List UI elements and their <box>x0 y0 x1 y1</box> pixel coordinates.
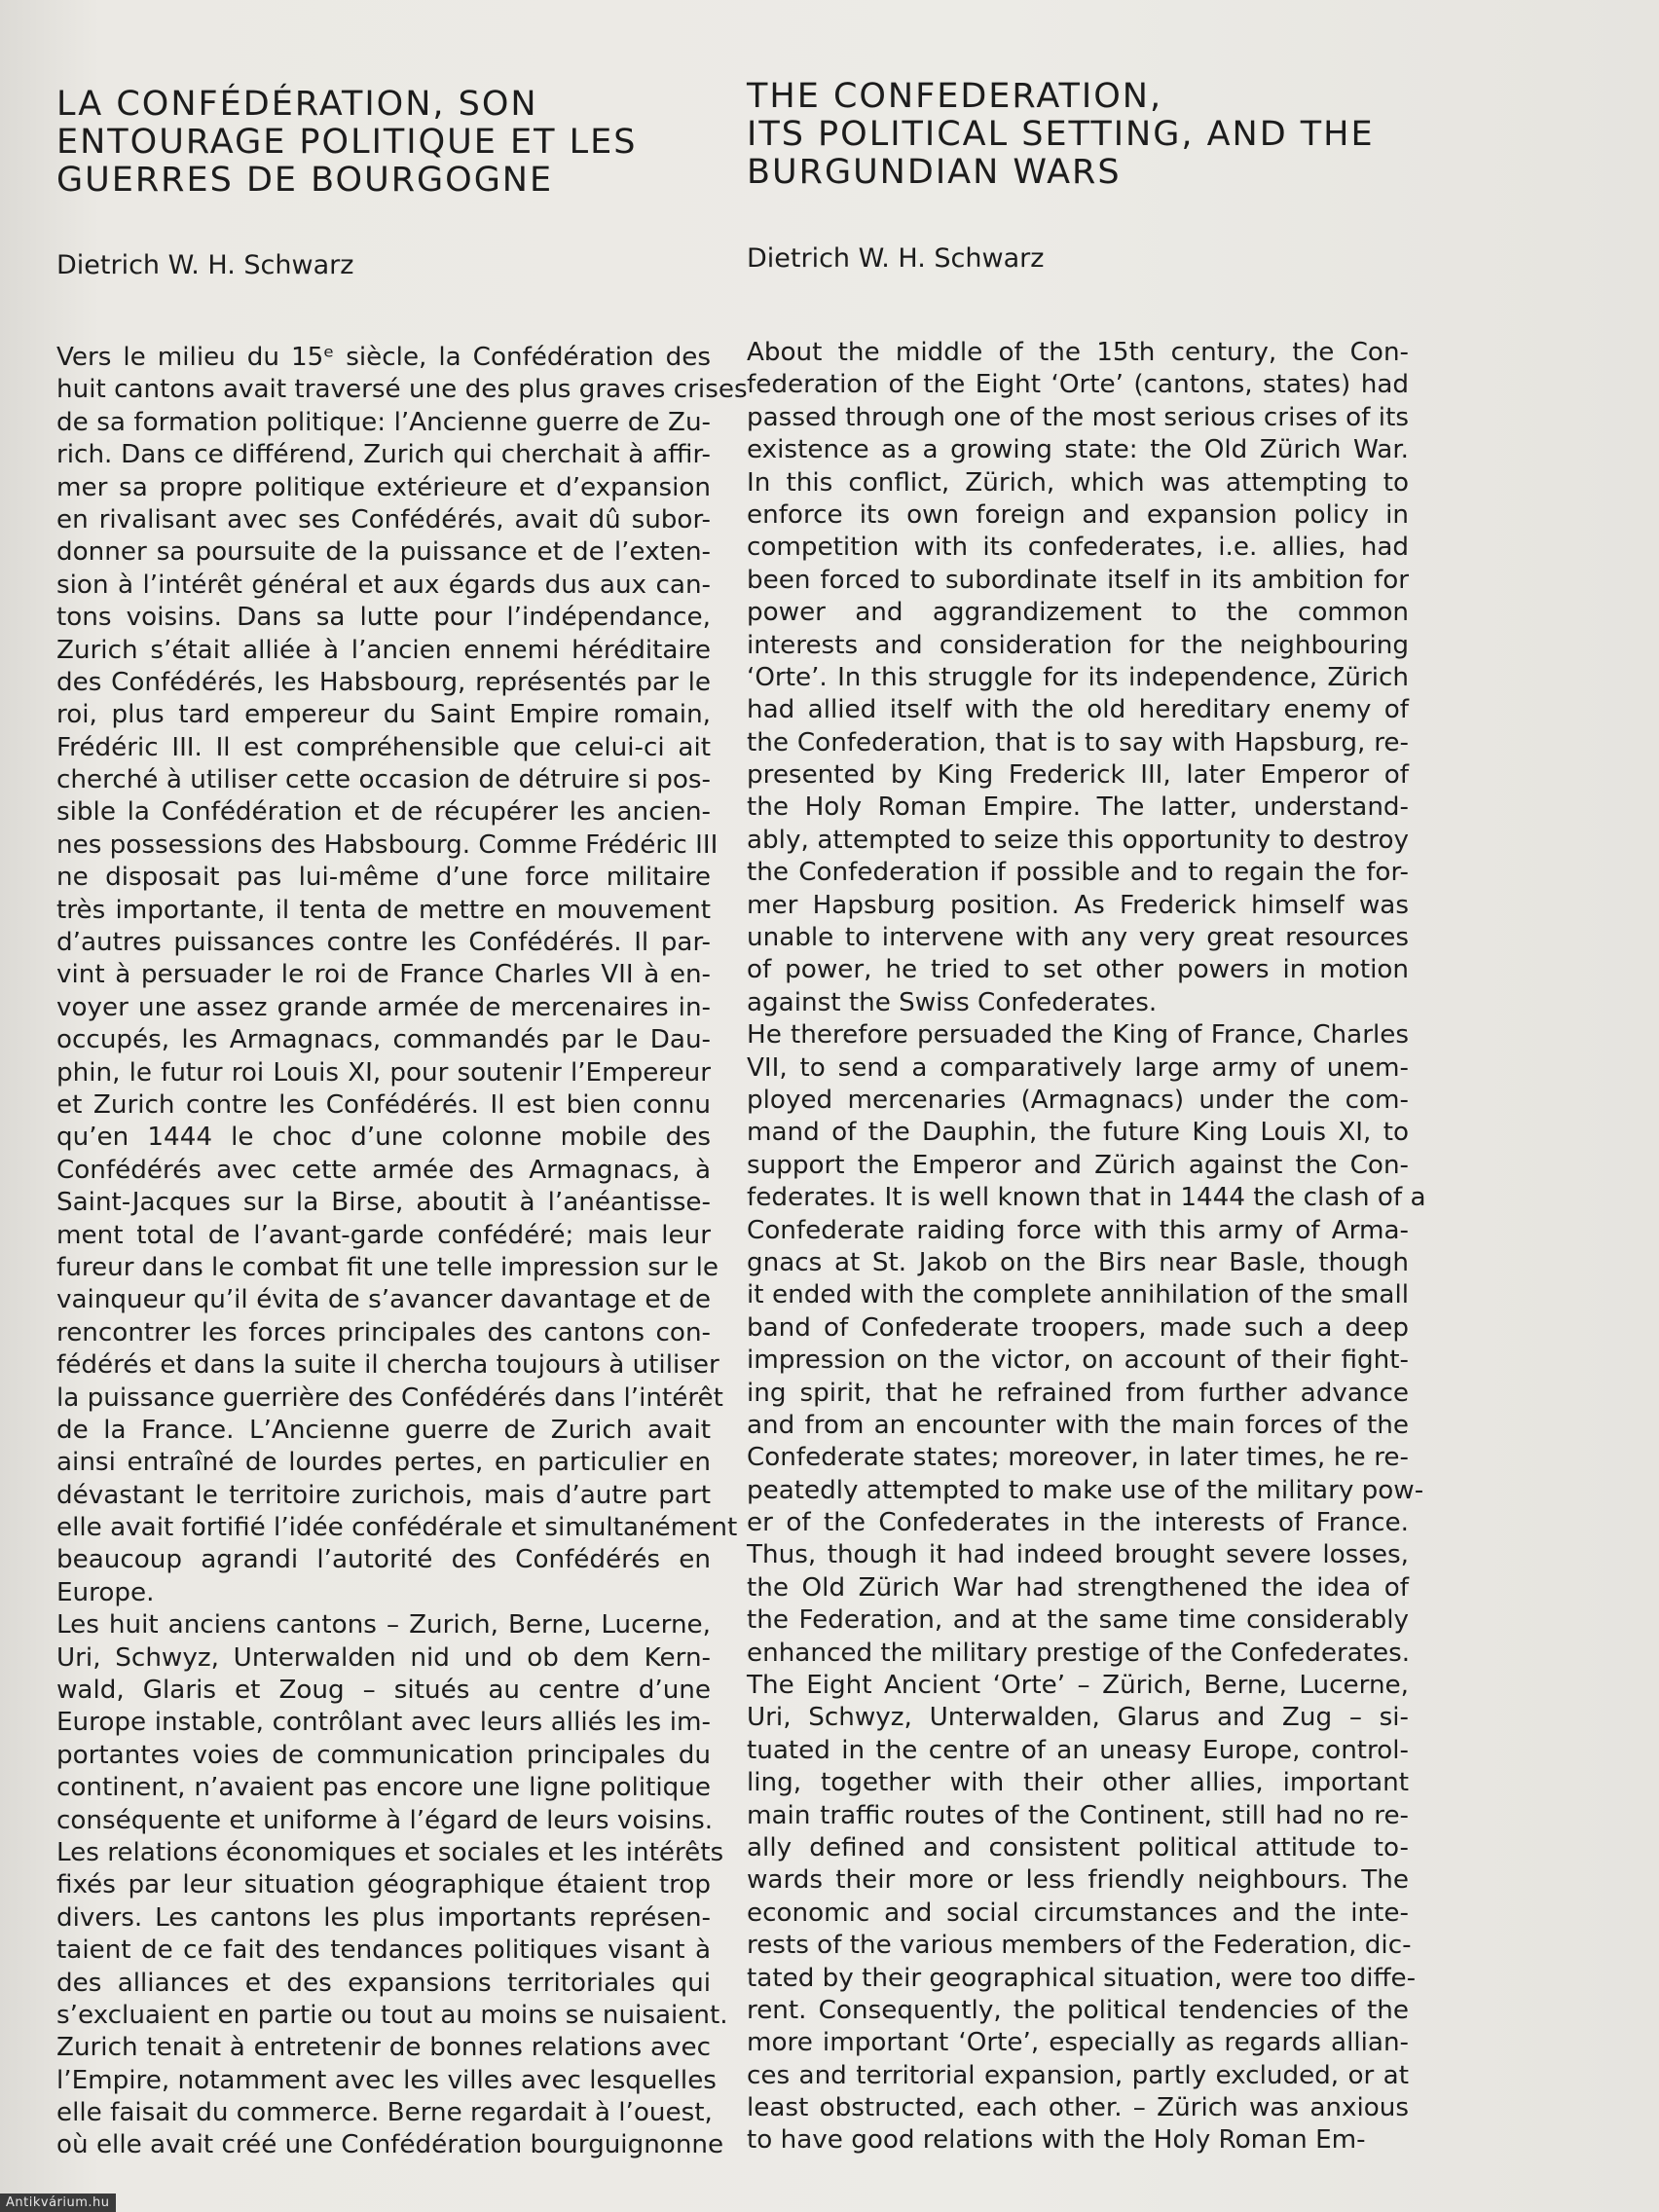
english-text-line: wards their more or less friendly neighbours. The <box>747 1865 1409 1896</box>
english-text-line: mer Hapsburg position. As Frederick himself was <box>747 890 1409 920</box>
french-text-line: conséquente et uniforme à l’égard de leurs voisins. <box>56 1805 714 1835</box>
french-text-line: fédérés et dans la suite il chercha toujours à utiliser <box>56 1350 719 1381</box>
french-text-line: nes possessions des Habsbourg. Comme Frédéric III <box>56 830 719 860</box>
french-text-line: Confédérés avec cette armée des Armagnacs, à <box>56 1155 711 1185</box>
french-text-line: la puissance guerrière des Confédérés dans l’intérêt <box>56 1382 723 1413</box>
french-text-line: taient de ce fait des tendances politiques visant à <box>56 1936 711 1966</box>
english-text-line: band of Confederate troopers, made such a deep <box>747 1312 1409 1343</box>
english-text-line: Confederate raiding force with this army of Arma- <box>747 1215 1409 1245</box>
french-text-line: sion à l’intérêt général et aux égards dus aux can- <box>56 570 711 600</box>
english-text-line: The Eight Ancient ‘Orte’ – Zürich, Berne, Lucerne, <box>747 1671 1409 1701</box>
french-text-line: Les huit anciens cantons – Zurich, Berne, Lucerne, <box>56 1610 711 1641</box>
english-text-line: ally defined and consistent political attitude to- <box>747 1832 1409 1862</box>
french-text-line: d’autres puissances contre les Confédérés. Il par- <box>56 928 711 958</box>
french-text-line: Vers le milieu du 15ᵉ siècle, la Confédération des <box>56 343 711 372</box>
english-text-line: He therefore persuaded the King of France, Charles <box>747 1020 1409 1051</box>
french-title <box>56 86 637 200</box>
french-body-text <box>56 342 748 2162</box>
english-text-line: main traffic routes of the Continent, still had no re- <box>747 1800 1409 1830</box>
english-text-line: ces and territorial expansion, partly excluded, or at <box>747 2060 1409 2090</box>
english-text-line: mand of the Dauphin, the future King Louis XI, to <box>747 1118 1409 1148</box>
english-text-line: unable to intervene with any very great resources <box>747 923 1409 953</box>
english-text-line: economic and social circumstances and the inte- <box>747 1898 1409 1928</box>
french-text-line: s’excluaient en partie ou tout au moins se nuisaient. <box>56 2000 728 2030</box>
english-text-line: the Confederation if possible and to regain the for- <box>747 858 1409 888</box>
english-text-line: power and aggrandizement to the common <box>747 598 1409 628</box>
french-text-line: dévastant le territoire zurichois, mais d’autre part <box>56 1480 711 1510</box>
english-text-line: against the Swiss Confederates. <box>747 987 1158 1017</box>
english-text-line: least obstructed, each other. – Zürich was anxious <box>747 2093 1409 2123</box>
english-text-line: federates. It is well known that in 1444 the clash of a <box>747 1183 1426 1213</box>
english-text-line: In this conflict, Zürich, which was attempting to <box>747 467 1409 498</box>
french-text-line: mer sa propre politique extérieure et d’expansion <box>56 472 711 502</box>
english-text-line: interests and consideration for the neighbouring <box>747 630 1409 660</box>
french-text-line: des Confédérés, les Habsbourg, représentés par le <box>56 667 711 697</box>
french-text-line: tons voisins. Dans sa lutte pour l’indépendance, <box>56 603 711 633</box>
english-text-line: VII, to send a comparatively large army of unem- <box>747 1052 1409 1083</box>
english-text-line: ‘Orte’. In this struggle for its independence, Zürich <box>747 662 1409 692</box>
english-title-line: THE CONFEDERATION, <box>747 77 1163 116</box>
french-text-line: wald, Glaris et Zoug – situés au centre d’une <box>56 1676 711 1706</box>
english-text-line: gnacs at St. Jakob on the Birs near Basle, though <box>747 1247 1409 1277</box>
french-text-line: vint à persuader le roi de France Charles VII à en- <box>56 960 711 990</box>
french-text-line: où elle avait créé une Confédération bourguignonne <box>56 2130 724 2160</box>
english-text-line: rests of the various members of the Federation, dic- <box>747 1931 1412 1961</box>
french-text-line: rich. Dans ce différend, Zurich qui cherchait à affir- <box>56 440 711 470</box>
english-text-line: the Confederation, that is to say with Hapsburg, re- <box>747 727 1409 757</box>
french-text-line: portantes voies de communication principales du <box>56 1740 711 1770</box>
french-title-line: GUERRES DE BOURGOGNE <box>56 161 554 200</box>
english-text-line: peatedly attempted to make use of the military pow- <box>747 1475 1424 1505</box>
french-text-line: Les relations économiques et sociales et les intérêts <box>56 1837 724 1867</box>
english-text-line: to have good relations with the Holy Roman Em- <box>747 2125 1366 2156</box>
english-text-line: ling, together with their other allies, important <box>747 1768 1409 1798</box>
english-text-line: and from an encounter with the main forces of the <box>747 1410 1409 1440</box>
french-text-line: qu’en 1444 le choc d’une colonne mobile des <box>56 1123 711 1153</box>
french-text-line: fureur dans le combat fit une telle impression sur le <box>56 1252 719 1282</box>
french-text-line: ainsi entraîné de lourdes pertes, en particulier en <box>56 1448 711 1478</box>
french-text-line: des alliances et des expansions territoriales qui <box>56 1968 711 1998</box>
french-text-line: Saint-Jacques sur la Birse, aboutit à l’anéantisse- <box>56 1188 711 1218</box>
english-text-line: competition with its confederates, i.e. allies, had <box>747 533 1409 563</box>
french-text-line: Zurich tenait à entretenir de bonnes relations avec <box>56 2033 711 2063</box>
english-text-line: Uri, Schwyz, Unterwalden, Glarus and Zug – si- <box>747 1703 1409 1733</box>
english-text-line: enforce its own foreign and expansion policy in <box>747 499 1409 530</box>
french-author: Dietrich W. H. Schwarz <box>56 250 354 280</box>
english-author: Dietrich W. H. Schwarz <box>747 243 1045 274</box>
french-text-line: très importante, il tenta de mettre en mouvement <box>56 895 711 925</box>
french-text-line: Frédéric III. Il est compréhensible que celui-ci ait <box>56 732 711 762</box>
french-text-line: cherché à utiliser cette occasion de détruire si pos- <box>56 765 711 795</box>
english-text-line: rent. Consequently, the political tendencies of the <box>747 1995 1409 2025</box>
french-text-line: occupés, les Armagnacs, commandés par le Dau- <box>56 1025 711 1055</box>
english-title-line: ITS POLITICAL SETTING, AND THE <box>747 115 1375 154</box>
french-text-line: vainqueur qu’il évita de s’avancer davantage et de <box>56 1285 711 1315</box>
french-text-line: fixés par leur situation géographique étaient trop <box>56 1870 711 1900</box>
english-text-line: federation of the Eight ‘Orte’ (cantons, states) had <box>747 370 1409 400</box>
english-text-line: enhanced the military prestige of the Confederates. <box>747 1638 1411 1668</box>
french-text-line: ne disposait pas lui-même d’une force militaire <box>56 863 711 893</box>
french-text-line: donner sa poursuite de la puissance et de l’exten- <box>56 537 711 568</box>
english-text-line: existence as a growing state: the Old Zürich War. <box>747 435 1409 465</box>
french-text-line: continent, n’avaient pas encore une ligne politique <box>56 1773 711 1803</box>
french-text-line: Europe instable, contrôlant avec leurs alliés les im- <box>56 1708 711 1738</box>
french-title-line: ENTOURAGE POLITIQUE ET LES <box>56 123 638 162</box>
english-text-line: the Holy Roman Empire. The latter, understand- <box>747 793 1409 823</box>
french-text-line: roi, plus tard empereur du Saint Empire romain, <box>56 700 711 730</box>
english-title-line: BURGUNDIAN WARS <box>747 153 1122 192</box>
french-text-line: phin, le futur roi Louis XI, pour soutenir l’Empereur <box>56 1057 711 1088</box>
english-text-line: About the middle of the 15th century, the Con- <box>747 338 1409 367</box>
french-text-line: voyer une assez grande armée de mercenaires in- <box>56 992 711 1022</box>
french-text-line: ment total de l’avant-garde confédéré; mais leur <box>56 1220 711 1250</box>
french-text-line: divers. Les cantons les plus importants représen- <box>56 1902 711 1933</box>
english-text-line: impression on the victor, on account of their fight- <box>747 1346 1409 1376</box>
english-text-line: been forced to subordinate itself in its ambition for <box>747 565 1409 595</box>
french-text-line: beaucoup agrandi l’autorité des Confédérés en <box>56 1545 711 1575</box>
english-text-line: more important ‘Orte’, especially as regards allian- <box>747 2028 1409 2058</box>
english-text-line: ing spirit, that he refrained from further advance <box>747 1378 1409 1408</box>
english-text-line: support the Emperor and Zürich against the Con- <box>747 1150 1409 1180</box>
english-text-line: presented by King Frederick III, later Emperor of <box>747 760 1409 791</box>
english-text-line: the Old Zürich War had strengthened the idea of <box>747 1572 1409 1603</box>
english-text-line: it ended with the complete annihilation of the small <box>747 1280 1409 1310</box>
french-text-line: de sa formation politique: l’Ancienne guerre de Zu- <box>56 407 711 437</box>
english-text-line: er of the Confederates in the interests of France. <box>747 1508 1409 1538</box>
french-text-line: de la France. L’Ancienne guerre de Zurich avait <box>56 1415 711 1445</box>
french-text-line: et Zurich contre les Confédérés. Il est bien connu <box>56 1089 711 1120</box>
french-text-line: l’Empire, notamment avec les villes avec lesquelles <box>56 2065 717 2095</box>
english-text-line: Thus, though it had indeed brought severe losses, <box>747 1540 1409 1570</box>
english-text-line: ably, attempted to seize this opportunity to destroy <box>747 825 1409 855</box>
english-text-line: the Federation, and at the same time considerably <box>747 1605 1409 1636</box>
french-text-line: sible la Confédération et de récupérer les ancien- <box>56 797 711 828</box>
french-text-line: elle faisait du commerce. Berne regardait à l’ouest, <box>56 2098 713 2128</box>
french-text-line: Uri, Schwyz, Unterwalden nid und ob dem Kern- <box>56 1642 711 1673</box>
english-text-line: tuated in the centre of an uneasy Europe, control- <box>747 1735 1409 1765</box>
watermark: Antikvárium.hu <box>0 2194 116 2212</box>
english-text-line: tated by their geographical situation, were too diffe- <box>747 1963 1417 1993</box>
english-title <box>747 78 1375 192</box>
english-body-text <box>747 337 1426 2157</box>
french-text-line: huit cantons avait traversé une des plus graves crises <box>56 375 748 405</box>
french-text-line: Zurich s’était alliée à l’ancien ennemi héréditaire <box>56 635 711 665</box>
english-text-line: ployed mercenaries (Armagnacs) under the com- <box>747 1085 1409 1115</box>
french-text-line: Europe. <box>56 1577 155 1607</box>
english-text-line: of power, he tried to set other powers in motion <box>747 955 1409 985</box>
english-text-line: had allied itself with the old hereditary enemy of <box>747 695 1409 725</box>
french-text-line: rencontrer les forces principales des cantons con- <box>56 1317 711 1347</box>
english-text-line: Confederate states; moreover, in later times, he re- <box>747 1443 1409 1473</box>
french-title-line: LA CONFÉDÉRATION, SON <box>56 85 538 124</box>
english-text-line: passed through one of the most serious crises of its <box>747 402 1409 432</box>
french-text-line: elle avait fortifié l’idée confédérale et simultanément <box>56 1513 738 1543</box>
french-text-line: en rivalisant avec ses Confédérés, avait dû subor- <box>56 504 711 535</box>
